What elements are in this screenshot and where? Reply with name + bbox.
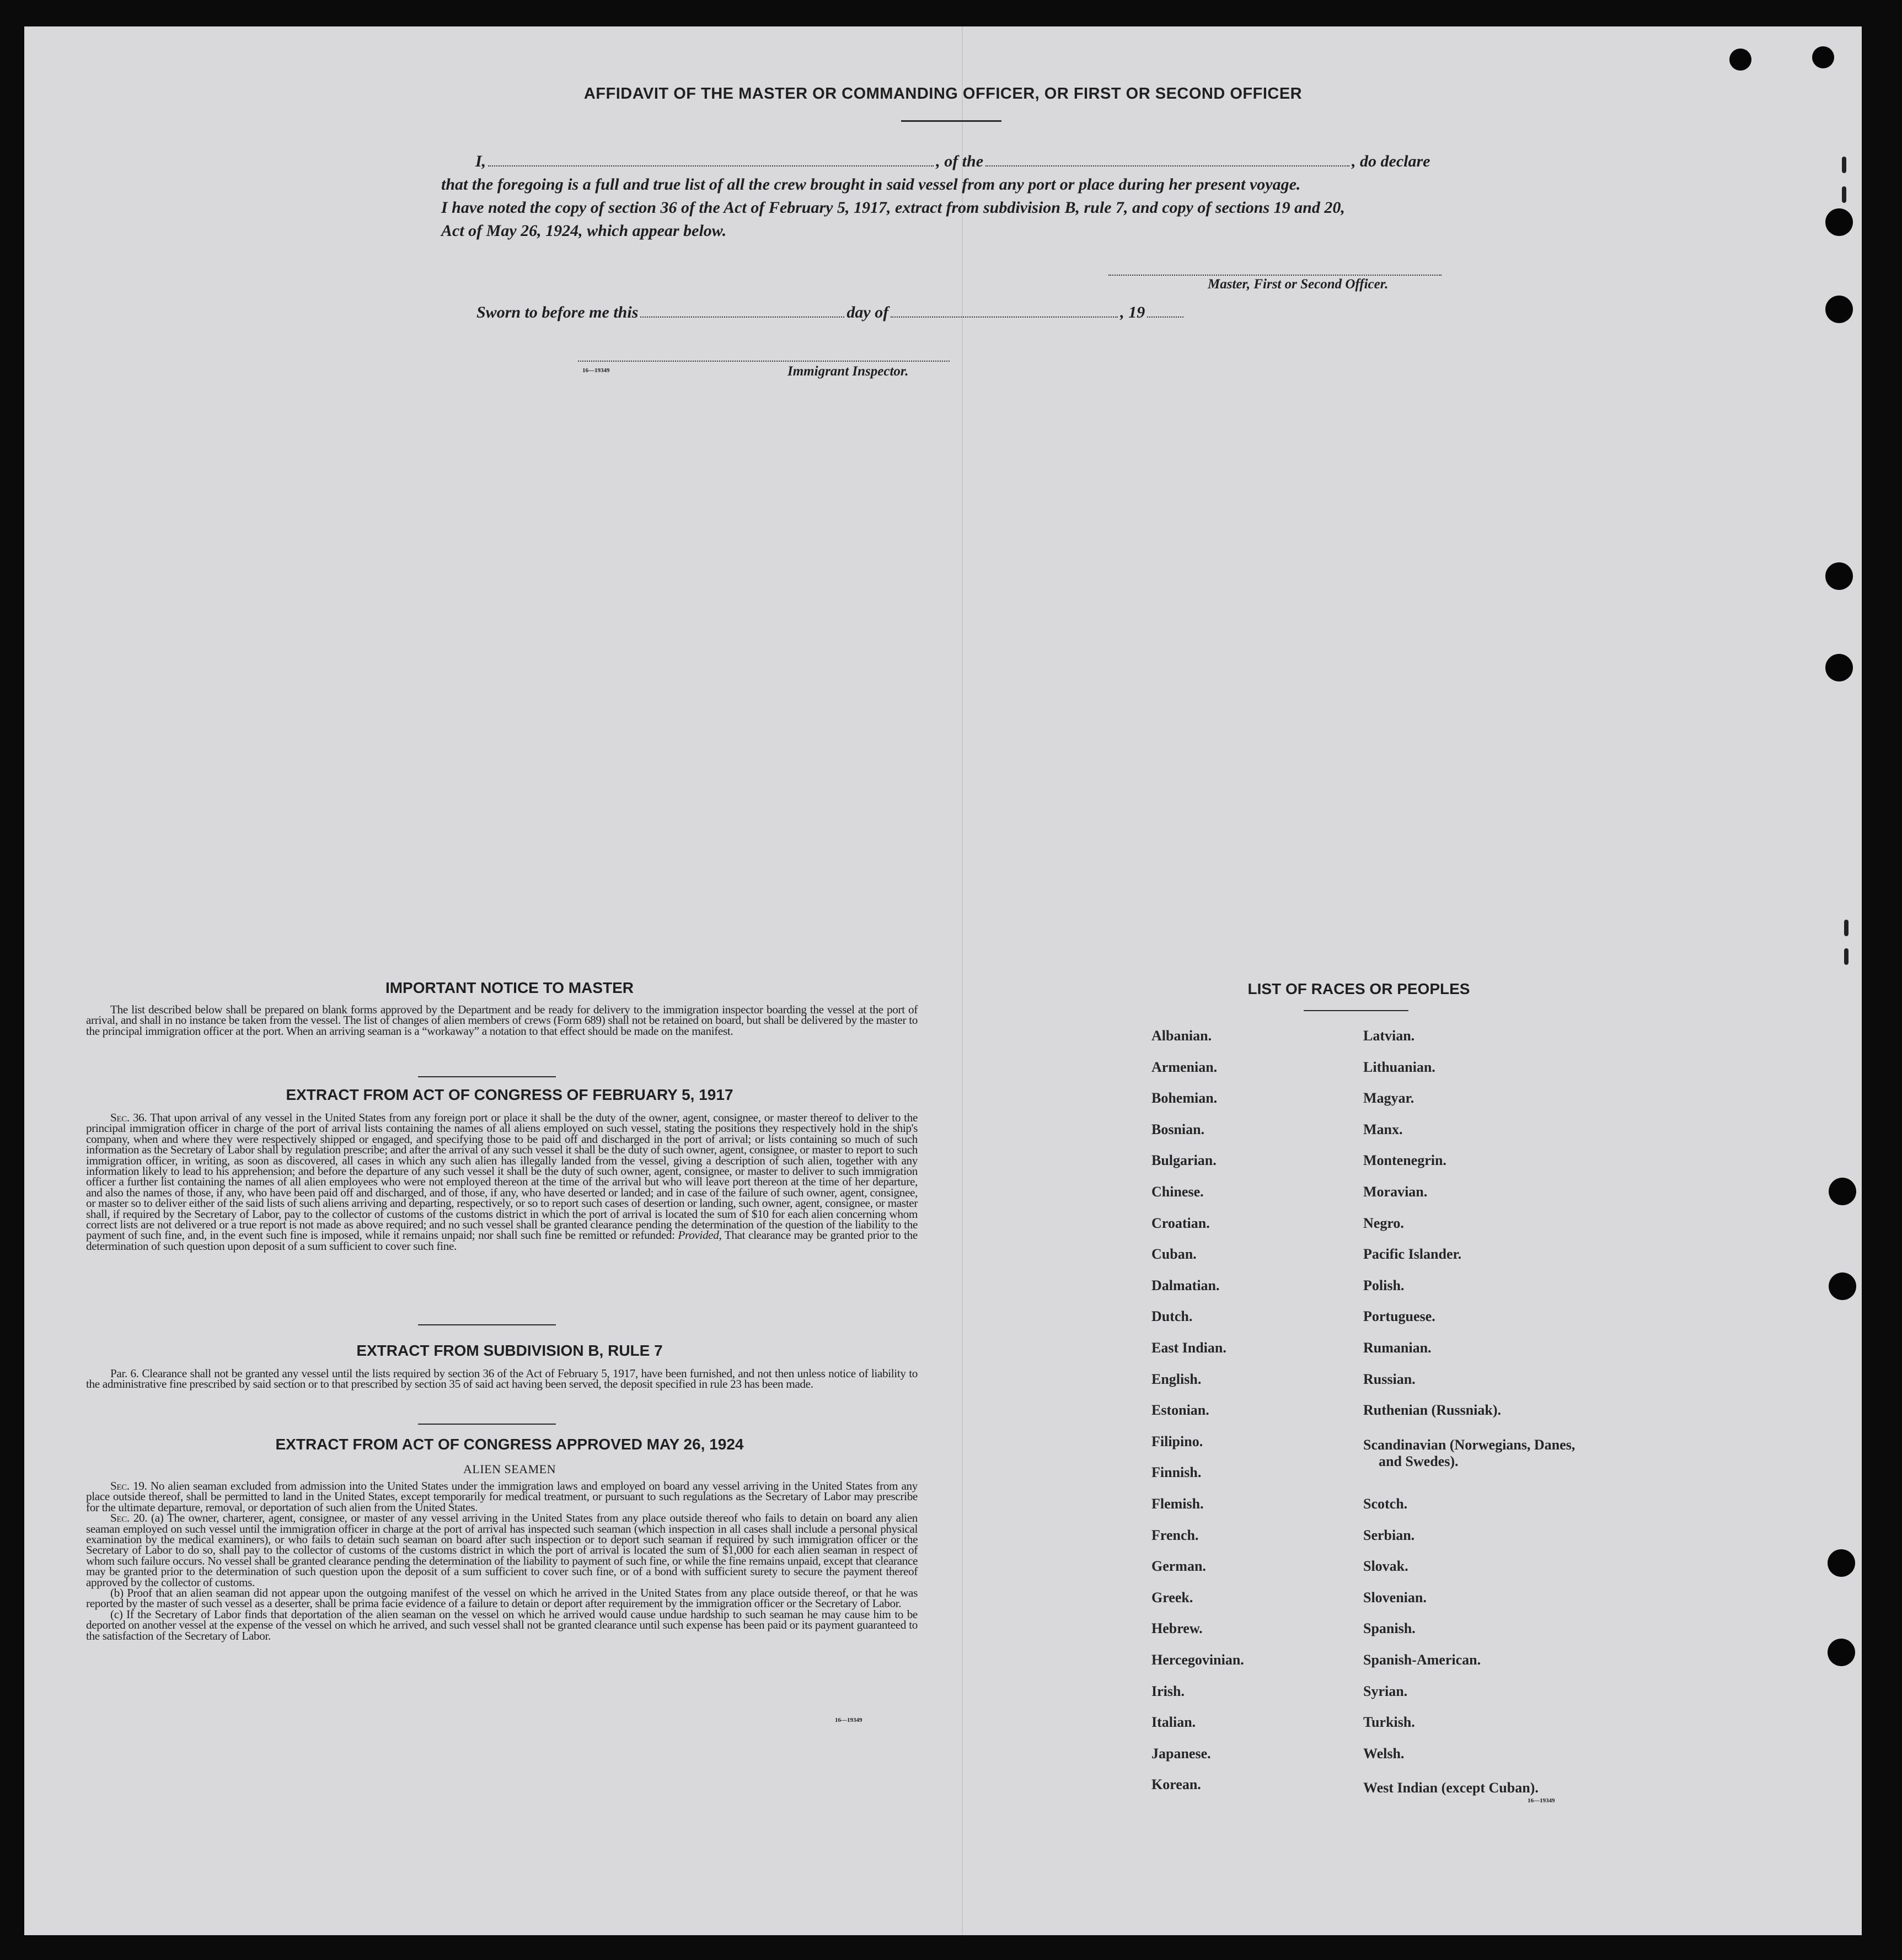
race-item: Welsh.: [1363, 1745, 1405, 1762]
race-item: Finnish.: [1151, 1464, 1202, 1481]
races-form-number: 16—19349: [1528, 1797, 1555, 1804]
edge-mark: [1842, 186, 1846, 203]
extract-1924-title: EXTRACT FROM ACT OF CONGRESS APPROVED MAY 26, 1924: [275, 1436, 744, 1453]
do-declare-label: , do declare: [1352, 152, 1430, 170]
binder-hole: [1825, 562, 1853, 590]
sec36-text: That upon arrival of any vessel in the United States from any foreign port or place it shall be the duty of the owner, agent, consignee, or master thereof to deliver to the principal immigration officer in charge of the port of arrival lists containing the names of all aliens employed on such vessel, stating the positions they respectively hold in the ship's company, when and where they were respectively shipped or engaged, and specifying those to be paid off and discharged in the port of arrival; or lists containing so much of such information as the Secretary of Labor shall by regulation prescribe; and after the arrival of any such vessel it shall be the duty of such owner, agent, consignee, or master to report to such immigration officer, in writing, as soon as discovered, all cases in which any such alien has illegally landed from the vessel, giving a description of such alien, together with any information likely to lead to his apprehension; and before the departure of any such vessel it shall be the duty of such owner, agent, consignee, or master to deliver to such immigration officer a further list containing the names of all alien employees who were not employed thereon at the time of the arrival but who will leave port thereon at the time of her departure, and also the names of those, if any, who have been paid off and discharged, and of those, if any, who have deserted or landed; and in case of the failure of such owner, agent, consignee, or master so to deliver either of the said lists of such aliens arriving and departing, respectively, or so to report such cases of desertion or landing, such owner, agent, consignee, or master shall, if required by the Secretary of Labor, pay to the collector of customs of the customs district in which the port of arrival is located the sum of $10 for each alien concerning whom correct lists are not delivered or a true report is not made as above required; and no such vessel shall be granted clearance pending the determination of the question of the liability to the payment of such fine, and, in the event such fine is imposed, while it remains unpaid; nor shall such fine be remitted or refunded:: [86, 1111, 918, 1242]
sec20a-text: (a) The owner, charterer, agent, consignee, or master of any vessel arriving in the United States from any place outside thereof who fails to detain on board any alien seaman employed on such vessel until the immigration officer in charge at the port of arrival has inspected such seaman (which inspection in all cases shall include a personal physical examination by the medical examiners), or who fails to detain such seaman on board after such inspection or to deport such seaman if required by such immigration officer or the Secretary of Labor to do so, shall pay to the collector of customs of the customs district in which the port of arrival is located the sum of $1,000 for each alien seaman in respect of whom such failure occurs. No vessel shall be granted clearance pending the determination of the liability to payment of such fine, or while the fine remains unpaid, except that clearance may be granted prior to the determination of such question upon the deposit of a sum sufficient to cover such fine, or of a bond with sufficient surety to secure the payment thereof approved by the collector of customs.: [86, 1511, 918, 1589]
race-item: French.: [1151, 1527, 1199, 1543]
race-item: Italian.: [1151, 1714, 1196, 1731]
inspector-signature-line[interactable]: [578, 361, 950, 362]
rule7-paragraph: Par. 6. Clearance shall not be granted any vessel until the lists required by section 36 of the Act of February 5, 1917, have been furnished, and not then unless notice of liability to the administrative fine prescribed by said section or to that prescribed by section 35 of said act having been served, the deposit specified in rule 23 has been made.: [86, 1367, 918, 1391]
sec20c-text: (c) If the Secretary of Labor finds that deportation of the alien seaman on the vessel on which he arrived would cause undue hardship to such seaman he may cause him to be deported on another vessel at the expense of the vessel on which he arrived, and such vessel shall not be granted clearance until such expense has been paid or its payment guaranteed to the satisfaction of the Secretary of Labor.: [86, 1607, 918, 1642]
inspector-caption: Immigrant Inspector.: [787, 364, 909, 379]
race-item: Albanian.: [1151, 1028, 1212, 1044]
race-item: Spanish-American.: [1363, 1652, 1481, 1668]
races-title-rule: [1304, 1010, 1408, 1011]
sworn-line: [476, 303, 1186, 322]
race-item: German.: [1151, 1558, 1206, 1575]
affidavit-form-number: 16—19349: [582, 367, 610, 374]
race-item: Flemish.: [1151, 1496, 1204, 1512]
race-item: Korean.: [1151, 1776, 1201, 1793]
race-item: Croatian.: [1151, 1215, 1210, 1231]
affidavit-title: AFFIDAVIT OF THE MASTER OR COMMANDING OFFICER, OR FIRST OR SECOND OFFICER: [583, 85, 1303, 103]
extract-1917-title: EXTRACT FROM ACT OF CONGRESS OF FEBRUARY 5, 1917: [286, 1086, 733, 1103]
race-item: Portuguese.: [1363, 1308, 1435, 1325]
alien-seamen-subtitle: ALIEN SEAMEN: [463, 1462, 556, 1476]
race-item: Cuban.: [1151, 1246, 1197, 1263]
binder-hole: [1828, 1549, 1855, 1577]
race-item: Scotch.: [1363, 1496, 1408, 1512]
race-item: Turkish.: [1363, 1714, 1415, 1731]
race-item: Slovak.: [1363, 1558, 1408, 1575]
sworn-label: Sworn to before me this: [476, 303, 639, 321]
race-item: Serbian.: [1363, 1527, 1415, 1543]
race-item: Scandinavian (Norwegians, Danes, and Swedes).: [1363, 1436, 1576, 1469]
provided-label: Provided,: [678, 1228, 722, 1242]
race-item: English.: [1151, 1371, 1202, 1387]
affidavit-line-1: [475, 152, 1430, 171]
binder-hole: [1729, 49, 1751, 71]
of-the-label: , of the: [936, 152, 984, 170]
sec36-text-end: That clearance may be granted prior to the determination of such question upon deposit of a sum sufficient to cover such fine.: [86, 1228, 918, 1253]
binder-hole: [1825, 654, 1853, 681]
affidavit-line-2: that the foregoing is a full and true list of all the crew brought in said vessel from any port or place during her present voyage.: [441, 175, 1301, 194]
sec20b-text: (b) Proof that an alien seaman did not appear upon the outgoing manifest of the vessel on which he arrived in the United States from any place outside thereof, or that he was reported by the master of such vessel as a deserter, shall be prima facie evidence of a failure to detain or deport after requirement by the immigration officer or the Secretary of Labor.: [86, 1586, 918, 1610]
sec19-text: No alien seaman excluded from admission into the United States under the immigration laws and employed on board any vessel arriving in the United States from any place outside thereof, shall be permitted to land in the United States, except temporarily for medical treatment, or pursuant to such regulations as the Secretary of Labor may prescribe for the ultimate departure, removal, or deportation of such alien from the United States.: [86, 1479, 918, 1514]
race-item: Lithuanian.: [1363, 1059, 1435, 1075]
race-item: Estonian.: [1151, 1402, 1209, 1419]
sec36-label: Sec. 36.: [110, 1111, 147, 1124]
race-item: Bohemian.: [1151, 1090, 1218, 1107]
notice-text: [86, 1005, 918, 1037]
race-item: Negro.: [1363, 1215, 1404, 1231]
title-rule: [901, 120, 1001, 122]
race-item: Hebrew.: [1151, 1620, 1203, 1637]
race-item: Polish.: [1363, 1277, 1405, 1293]
race-item: Dutch.: [1151, 1308, 1193, 1325]
extract-1924-text: [86, 1481, 918, 1641]
affidavit-line-3: I have noted the copy of section 36 of the Act of February 5, 1917, extract from subdivision B, rule 7, and copy of sections 19 and 20,: [441, 198, 1345, 217]
binder-hole: [1829, 1272, 1856, 1300]
race-item: Filipino.: [1151, 1433, 1203, 1449]
race-item: Manx.: [1363, 1121, 1403, 1137]
race-item: Montenegrin.: [1363, 1152, 1446, 1169]
sworn-month-field[interactable]: [891, 316, 1118, 318]
extract-form-number: 16—19349: [835, 1717, 862, 1723]
notice-paragraph: The list described below shall be prepared on blank forms approved by the Department and be ready for delivery to the immigration inspector boarding the vessel at the port of arrival, and shall in no instance be taken from the vessel. The list of changes of alien members of crews (Form 689) shall not be retained on board, but shall be delivered by the master to the principal immigration officer at the port. When an arriving seaman is a “workaway” a notation to that effect should be made on the manifest.: [86, 1003, 918, 1038]
race-item: Slovenian.: [1363, 1589, 1427, 1605]
race-item: Hercegovinian.: [1151, 1652, 1244, 1668]
section-rule: [418, 1076, 556, 1077]
name-field[interactable]: [488, 165, 934, 167]
extract-1917-text: [86, 1113, 918, 1252]
race-item: Ruthenian (Russniak).: [1363, 1402, 1501, 1419]
binder-hole: [1828, 1639, 1855, 1666]
extract-rule7-text: [86, 1368, 918, 1390]
section-rule: [418, 1324, 556, 1325]
sec19-label: Sec. 19.: [110, 1479, 147, 1492]
race-item: Latvian.: [1363, 1028, 1415, 1044]
race-item: East Indian.: [1151, 1340, 1226, 1356]
section-rule: [418, 1424, 556, 1425]
master-signature-line[interactable]: [1108, 275, 1442, 276]
sworn-day-field[interactable]: [640, 316, 844, 318]
affidavit-line-4: Act of May 26, 1924, which appear below.: [441, 222, 727, 240]
race-item: Magyar.: [1363, 1090, 1415, 1107]
race-item: Spanish.: [1363, 1620, 1416, 1637]
race-item: Irish.: [1151, 1683, 1185, 1699]
master-signature-caption: Master, First or Second Officer.: [1208, 277, 1389, 292]
sworn-year-field[interactable]: [1147, 316, 1183, 318]
race-item: Chinese.: [1151, 1184, 1204, 1200]
race-item: Dalmatian.: [1151, 1277, 1220, 1293]
extract-rule7-title: EXTRACT FROM SUBDIVISION B, RULE 7: [356, 1342, 663, 1359]
binder-hole: [1825, 208, 1853, 236]
sec20-label: Sec. 20.: [110, 1511, 148, 1525]
race-item: Syrian.: [1363, 1683, 1408, 1699]
vessel-field[interactable]: [985, 165, 1349, 167]
binder-hole: [1825, 296, 1853, 323]
day-of-label: day of: [846, 303, 889, 321]
i-label: I,: [475, 152, 486, 170]
race-item: Bulgarian.: [1151, 1152, 1217, 1169]
binder-hole: [1829, 1178, 1856, 1205]
race-item: Rumanian.: [1363, 1340, 1432, 1356]
race-item: West Indian (except Cuban).: [1363, 1780, 1539, 1796]
race-item: Bosnian.: [1151, 1121, 1205, 1137]
notice-title: IMPORTANT NOTICE TO MASTER: [385, 979, 634, 996]
race-item: Greek.: [1151, 1589, 1193, 1605]
race-item: Armenian.: [1151, 1059, 1218, 1075]
edge-mark: [1844, 920, 1849, 936]
form-sheet: [24, 26, 1862, 1935]
edge-mark: [1844, 948, 1849, 965]
binder-hole: [1812, 46, 1834, 68]
year-label: , 19: [1120, 303, 1145, 321]
race-item: Moravian.: [1363, 1184, 1428, 1200]
races-title: LIST OF RACES OR PEOPLES: [1247, 980, 1470, 997]
race-item: Russian.: [1363, 1371, 1416, 1387]
race-item: Japanese.: [1151, 1745, 1211, 1762]
race-item: Pacific Islander.: [1363, 1246, 1462, 1263]
edge-mark: [1842, 157, 1846, 173]
